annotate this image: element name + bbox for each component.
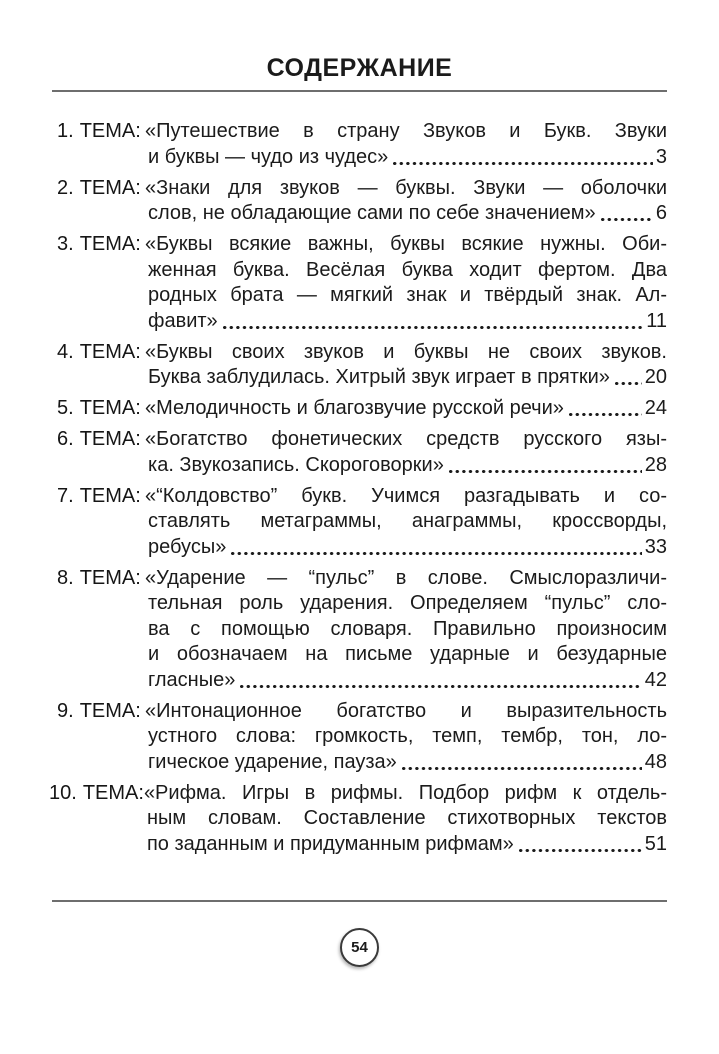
entry-page-number: 3 — [655, 145, 667, 168]
toc-entry — [57, 119, 667, 170]
entry-number: 10. — [49, 781, 77, 804]
entry-text — [145, 232, 667, 334]
entry-line-text: фавит» — [148, 309, 218, 332]
dot-leader — [569, 413, 642, 416]
entry-line-text: ребусы» — [148, 535, 227, 558]
entry-page-number: 24 — [644, 397, 667, 419]
entry-line: «Буквы всякие важны, буквы всякие нужны. Оби- — [145, 233, 667, 255]
entry-number: 8. — [57, 566, 74, 589]
entry-page-number: 28 — [644, 453, 667, 476]
top-rule — [52, 90, 667, 92]
entry-text — [145, 119, 667, 170]
entry-line: ва с помощью словаря. Правильно произносим — [148, 617, 667, 640]
page-number-badge — [340, 928, 379, 967]
entry-line: и обозначаем на письме ударные и безударные — [148, 643, 667, 665]
entry-line-text: Буква заблудилась. Хитрый звук играет в прятки» — [148, 366, 610, 388]
toc-entry — [57, 232, 667, 334]
entry-number: 2. — [57, 176, 74, 199]
toc-entry — [57, 427, 667, 478]
entry-label — [57, 176, 145, 202]
entry-page-number: 33 — [644, 535, 667, 558]
entry-label — [57, 340, 145, 366]
dot-leader — [223, 326, 644, 329]
entry-line: «“Колдовство” букв. Учимся разгадывать и со- — [145, 484, 667, 507]
dot-leader — [615, 382, 642, 385]
entry-line: женная буква. Весёлая буква ходит фертом. Два — [148, 258, 667, 281]
entry-label-word: ТЕМА: — [82, 781, 144, 804]
entry-page-number: 6 — [655, 202, 667, 224]
entry-text — [145, 427, 667, 478]
entry-text — [145, 340, 667, 391]
entry-line-text: и буквы — чудо из чудес» — [148, 145, 389, 168]
entry-page-number: 42 — [644, 668, 667, 691]
entry-line: «Рифма. Игры в рифмы. Подбор рифм к отдель- — [143, 781, 667, 804]
entry-line — [145, 453, 667, 479]
entry-page-number: 11 — [646, 309, 667, 332]
entry-line: «Интонационное богатство и выразительность — [145, 699, 667, 722]
dot-leader — [402, 767, 642, 770]
entry-line — [145, 750, 667, 776]
entry-line: родных брата — мягкий знак и твёрдый знак. Ал- — [148, 284, 667, 306]
entry-label-word: ТЕМА: — [79, 233, 141, 255]
entry-label — [57, 232, 145, 258]
toc-entry — [57, 699, 667, 776]
entry-line — [145, 309, 667, 335]
dot-leader — [393, 162, 653, 165]
entry-line — [145, 668, 667, 694]
entry-page-number: 51 — [644, 832, 667, 855]
dot-leader — [231, 552, 641, 555]
entry-label-word: ТЕМА: — [79, 699, 141, 722]
entry-line — [145, 396, 667, 422]
toc-entry — [57, 566, 667, 694]
entry-label-word: ТЕМА: — [79, 176, 141, 199]
entry-label-word: ТЕМА: — [79, 340, 141, 363]
entry-label-word: ТЕМА: — [79, 428, 141, 450]
toc-list — [49, 119, 667, 857]
entry-text — [145, 396, 667, 422]
entry-text — [145, 176, 667, 227]
entry-label — [57, 484, 145, 510]
dot-leader — [449, 470, 642, 473]
entry-label-word: ТЕМА: — [79, 120, 141, 142]
entry-line — [145, 201, 667, 227]
toc-entry — [57, 396, 667, 422]
entry-label-word: ТЕМА: — [79, 566, 141, 589]
entry-text — [144, 781, 667, 858]
entry-page-number: 20 — [644, 366, 667, 388]
entry-number: 1. — [57, 120, 74, 142]
entry-number: 3. — [57, 233, 74, 255]
toc-entry — [49, 781, 667, 858]
entry-line-text: слов, не обладающие сами по себе значением» — [148, 202, 596, 224]
bottom-rule — [52, 900, 667, 902]
entry-label-word: ТЕМА: — [79, 484, 141, 507]
entry-line-text: ка. Звукозапись. Скороговорки» — [148, 453, 444, 476]
entry-label — [57, 427, 145, 453]
entry-line — [145, 145, 667, 171]
toc-entry — [57, 484, 667, 561]
page-number: 54 — [351, 939, 368, 956]
entry-number: 4. — [57, 340, 74, 363]
entry-line — [145, 535, 667, 561]
entry-line: «Буквы своих звуков и буквы не своих звуков. — [145, 340, 667, 363]
entry-line — [145, 365, 667, 391]
toc-entry — [57, 176, 667, 227]
entry-label — [57, 699, 145, 725]
entry-number: 7. — [57, 484, 74, 507]
entry-line — [144, 832, 667, 858]
entry-line-text: гласные» — [148, 668, 236, 691]
entry-line: тельная роль ударения. Определяем “пульс” сло- — [148, 592, 667, 614]
page-title: СОДЕРЖАНИЕ — [266, 54, 453, 82]
entry-label — [57, 566, 145, 592]
entry-text — [145, 484, 667, 561]
entry-number: 9. — [57, 699, 74, 722]
entry-label-word: ТЕМА: — [79, 397, 141, 419]
entry-number: 6. — [57, 428, 74, 450]
entry-page-number: 48 — [644, 750, 667, 773]
entry-line: «Знаки для звуков — буквы. Звуки — оболочки — [145, 176, 667, 199]
entry-text — [145, 566, 667, 694]
entry-line: устного слова: громкость, темп, тембр, тон, ло- — [148, 725, 667, 747]
toc-entry — [57, 340, 667, 391]
entry-text — [145, 699, 667, 776]
entry-label — [57, 396, 145, 422]
dot-leader — [519, 849, 642, 852]
entry-line: «Ударение — “пульс” в слове. Смыслоразличи- — [145, 566, 667, 589]
entry-line-text: по заданным и придуманным рифмам» — [146, 832, 514, 855]
entry-label — [49, 781, 144, 807]
entry-line: «Богатство фонетических средств русского язы- — [145, 428, 667, 450]
dot-leader — [240, 685, 641, 688]
toc-page — [0, 54, 719, 1054]
entry-line-text: «Мелодичность и благозвучие русской речи» — [145, 397, 564, 419]
entry-label — [57, 119, 145, 145]
entry-line: «Путешествие в страну Звуков и Букв. Звуки — [145, 120, 667, 142]
entry-line-text: гическое ударение, пауза» — [148, 750, 397, 773]
entry-number: 5. — [57, 397, 74, 419]
dot-leader — [601, 218, 653, 221]
entry-line: ным словам. Составление стихотворных текстов — [146, 807, 667, 829]
entry-line: ставлять метаграммы, анаграммы, кроссворды, — [148, 510, 667, 532]
